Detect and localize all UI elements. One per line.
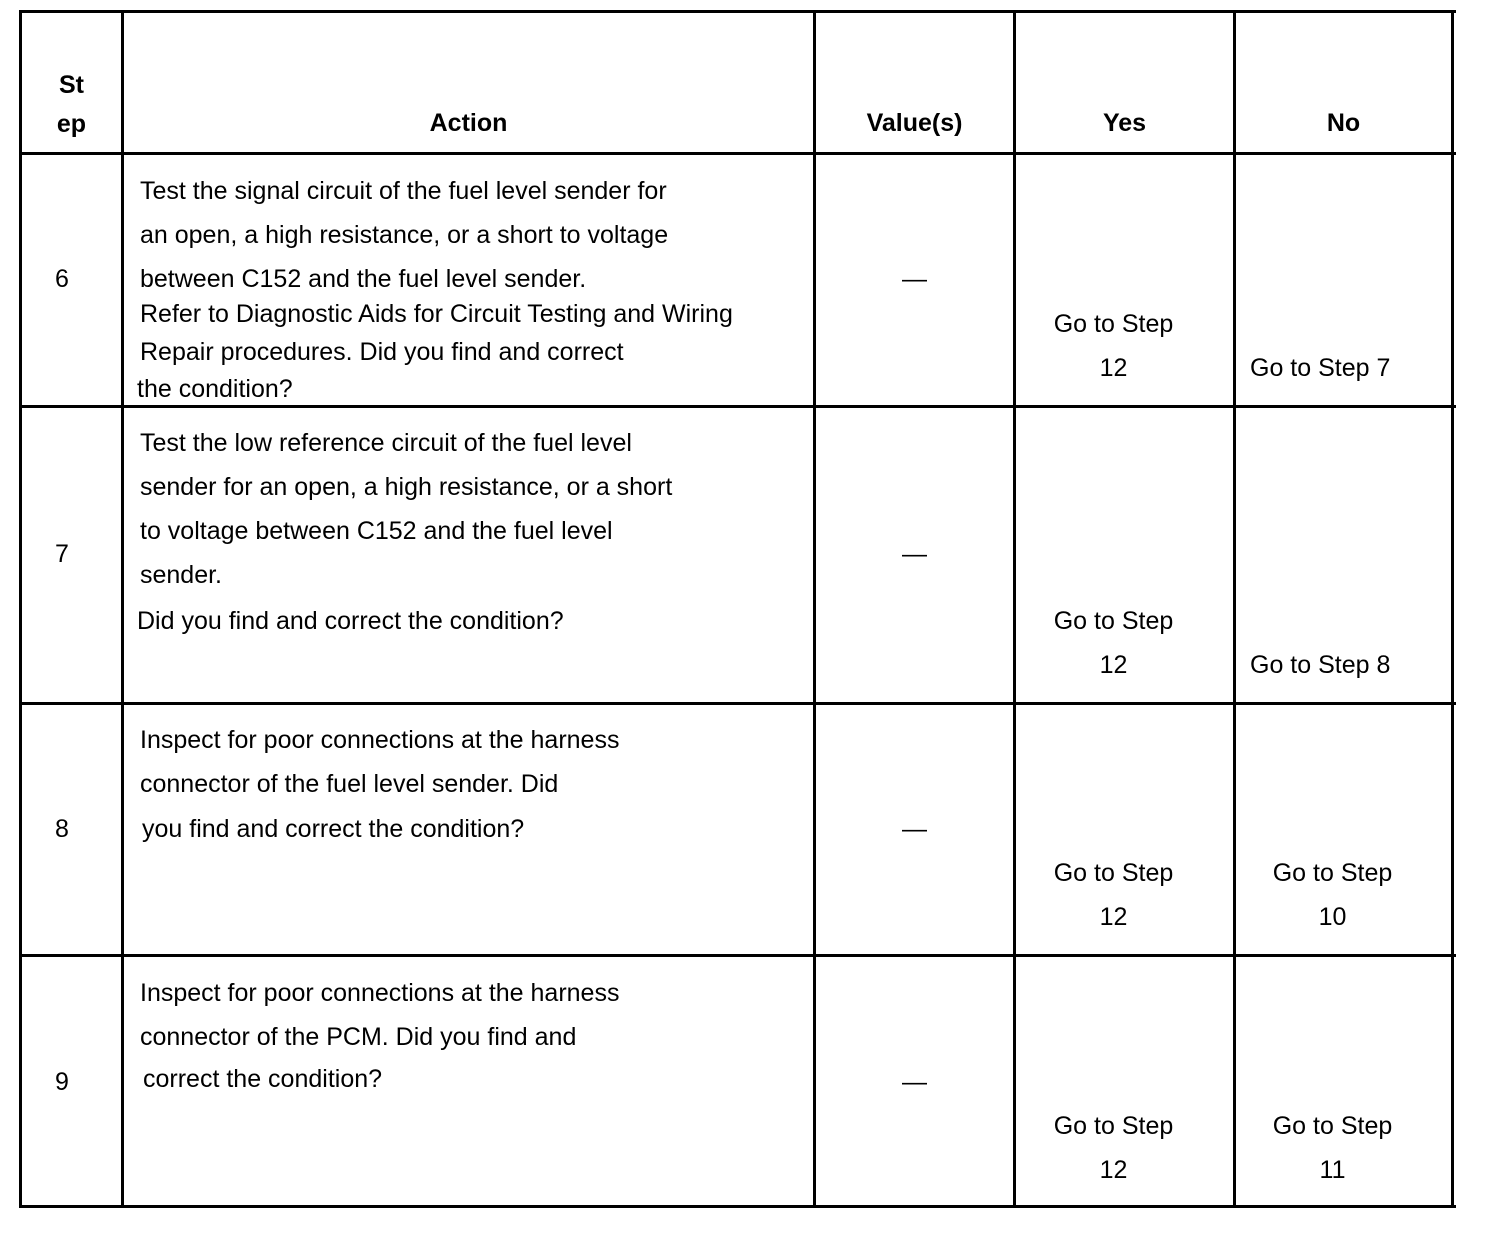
value-text: — [902,540,927,568]
no-action: Go to Step 8 [1250,651,1391,679]
header-action: Action [429,109,508,137]
action-text: Inspect for poor connections at the harness connector of the PCM. Did you find and [140,979,620,1051]
header-step: St ep [56,71,87,138]
action-text: the condition? [137,375,293,403]
action-text: Inspect for poor connections at the harness connector of the fuel level sender. Did [140,726,620,798]
grid-line [1233,10,1236,1208]
step-number: 7 [55,540,69,568]
yes-action: Go to Step 12 [1053,1112,1174,1184]
grid-line [1451,10,1454,1208]
diagnostic-table [19,10,1456,1208]
no-action: Go to Step 11 [1272,1112,1393,1184]
action-text: correct the condition? [143,1065,383,1093]
grid-line [19,702,1456,705]
action-text: Refer to Diagnostic Aids for Circuit Testing and Wiring Repair procedures. Did you find and correct [140,300,733,366]
header-no: No [1326,109,1361,137]
yes-action: Go to Step 12 [1053,310,1174,382]
header-values: Value(s) [866,109,963,137]
action-text: Test the signal circuit of the fuel level sender for an open, a high resistance, or a short to voltage between C152 and the fuel level sender. [140,177,669,293]
value-text: — [902,1068,927,1096]
value-text: — [902,265,927,293]
grid-line [19,954,1456,957]
header-yes: Yes [1102,109,1147,137]
step-number: 9 [55,1068,69,1096]
yes-action: Go to Step 12 [1053,859,1174,931]
grid-line [19,10,22,1208]
grid-line [813,10,816,1208]
step-number: 6 [55,265,69,293]
grid-line [121,10,124,1208]
action-text: Test the low reference circuit of the fuel level sender for an open, a high resistance, or a short to voltage between C152 and the fuel level sender. [140,429,673,589]
no-action: Go to Step 10 [1272,859,1393,931]
action-text: Did you find and correct the condition? [137,607,564,635]
grid-line [19,10,1456,13]
value-text: — [902,815,927,843]
step-number: 8 [55,815,69,843]
action-text: you find and correct the condition? [142,815,525,843]
grid-line [19,1205,1456,1208]
yes-action: Go to Step 12 [1053,607,1174,679]
no-action: Go to Step 7 [1250,354,1391,382]
grid-line [19,152,1456,155]
